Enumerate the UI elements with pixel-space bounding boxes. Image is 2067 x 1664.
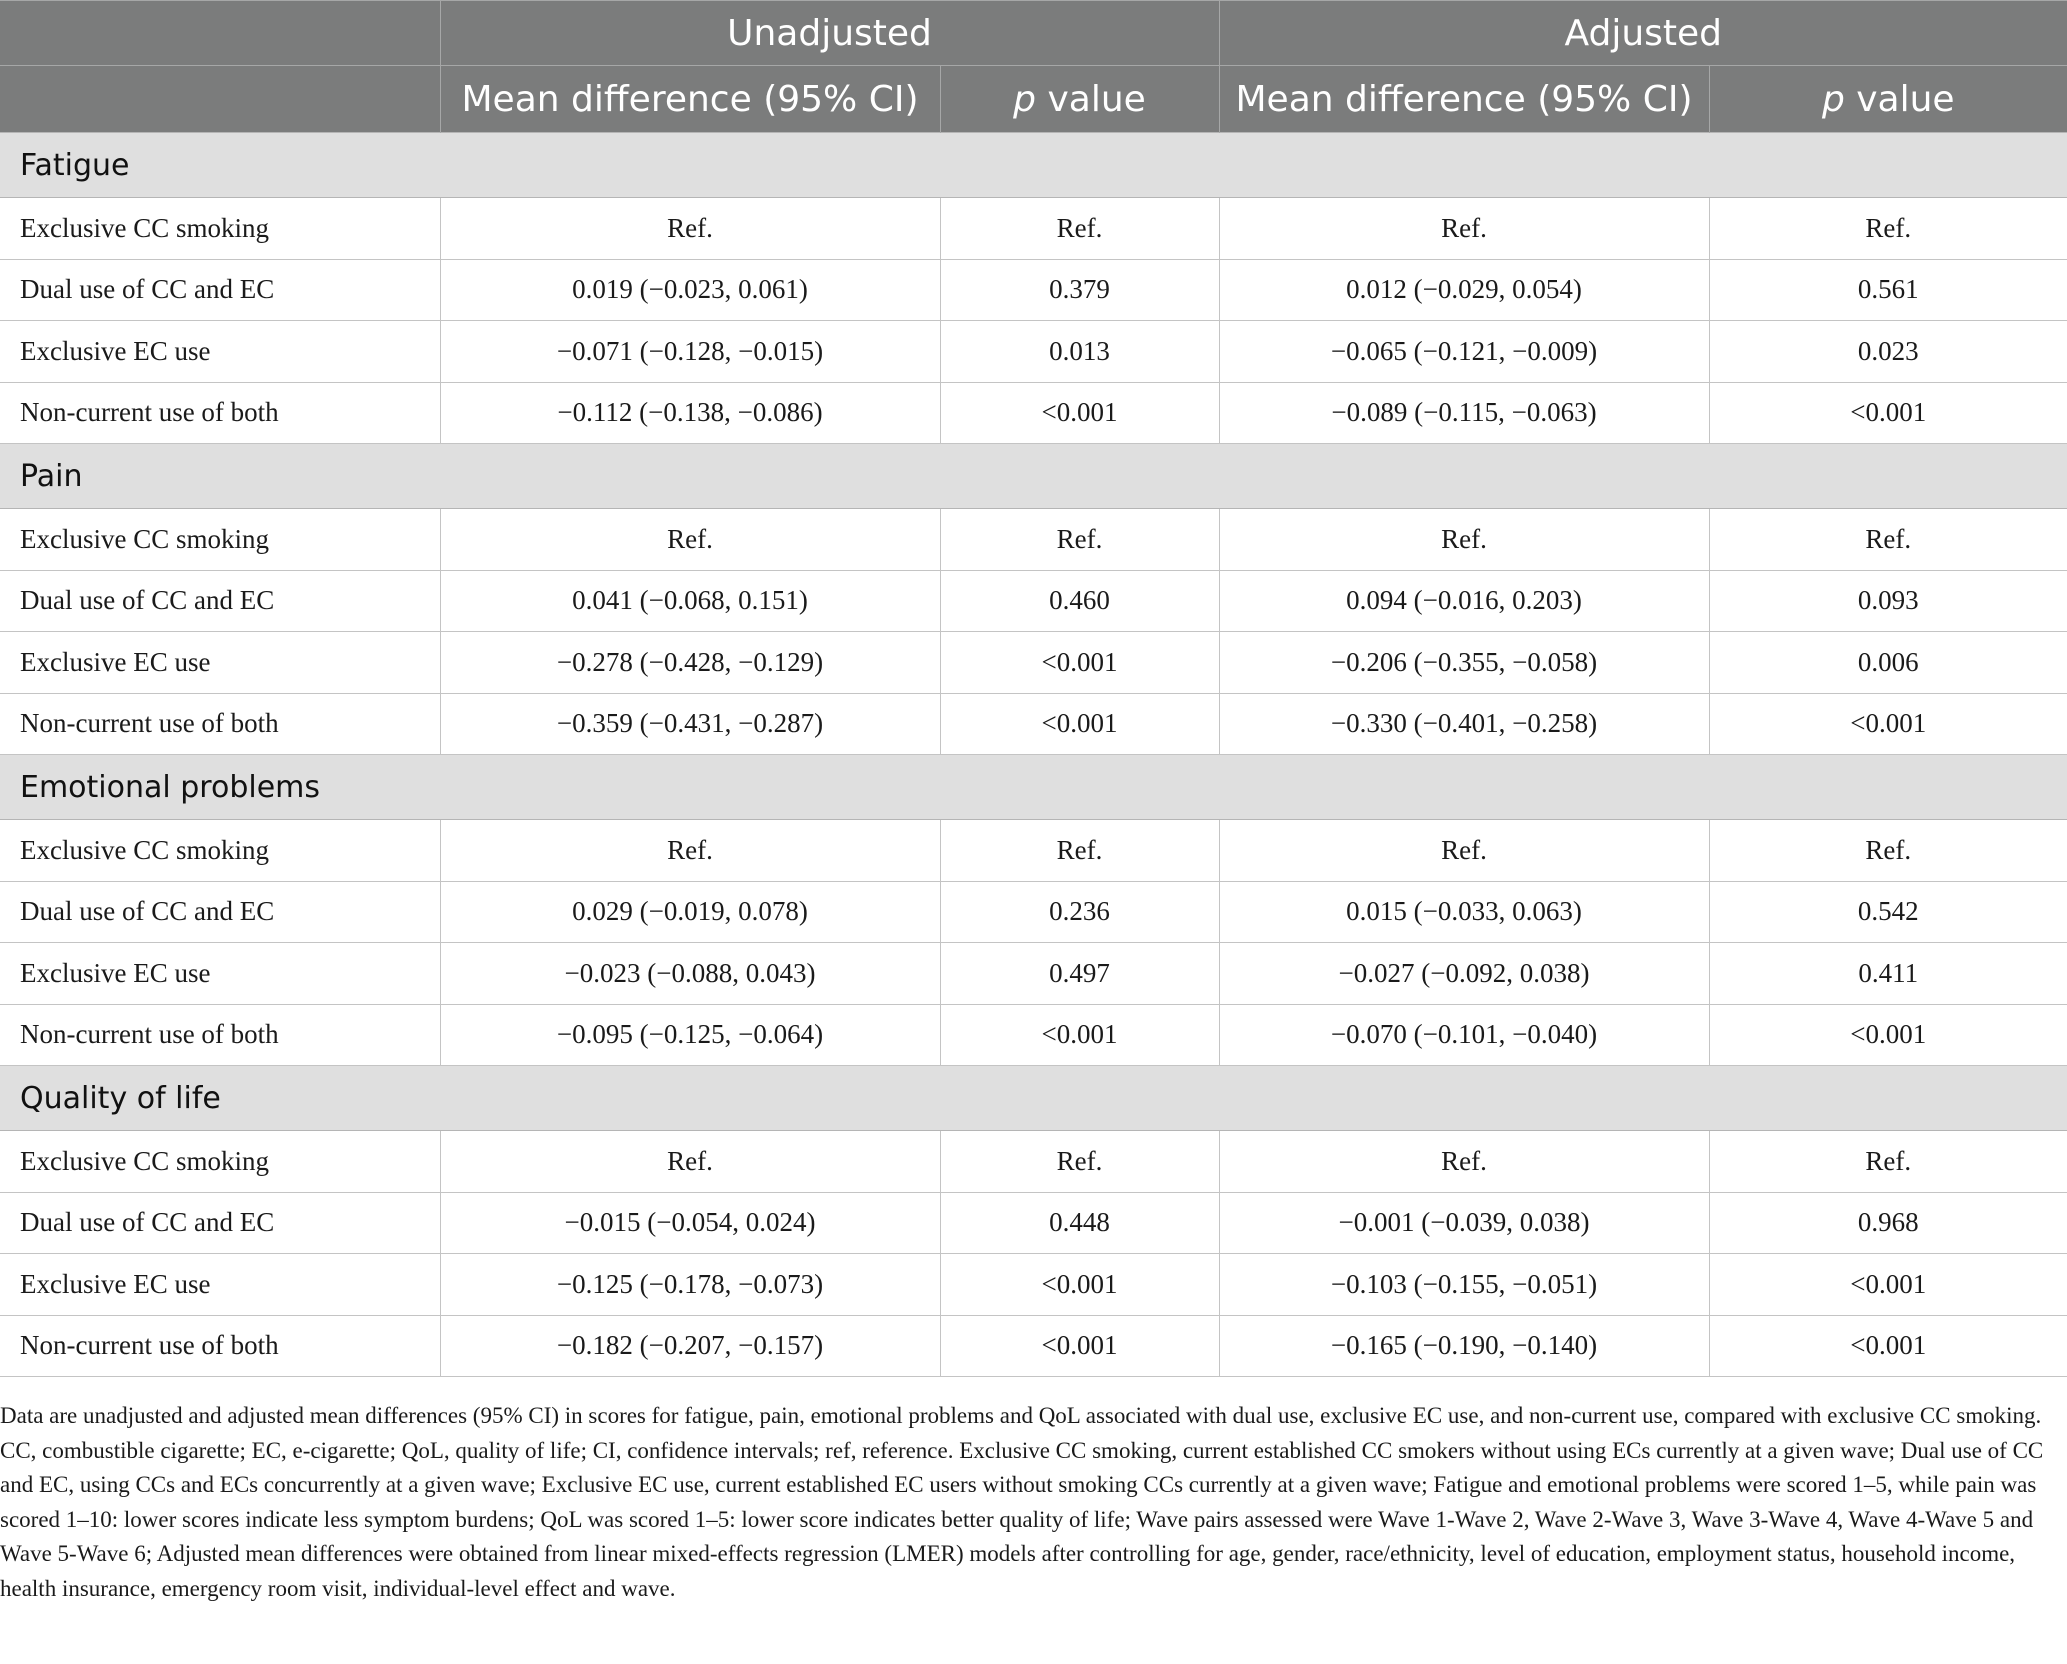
adjusted-mean-diff-cell: −0.027 (−0.092, 0.038) <box>1219 943 1709 1005</box>
adjusted-p-value-cell: <0.001 <box>1709 382 2067 444</box>
table-body <box>0 133 2067 1377</box>
section-header-row <box>0 444 2067 509</box>
adjusted-p-value-cell: 0.968 <box>1709 1192 2067 1254</box>
adjusted-p-value-cell: <0.001 <box>1709 1315 2067 1377</box>
table-row <box>0 259 2067 321</box>
row-label: Exclusive CC smoking <box>0 509 440 571</box>
adjusted-p-value-cell: <0.001 <box>1709 1004 2067 1066</box>
unadjusted-mean-diff-cell: −0.278 (−0.428, −0.129) <box>440 632 940 694</box>
row-label: Exclusive CC smoking <box>0 198 440 260</box>
adjusted-mean-diff-cell: 0.094 (−0.016, 0.203) <box>1219 570 1709 632</box>
header-adjusted: Adjusted <box>1219 1 2067 66</box>
adjusted-mean-diff-cell: −0.330 (−0.401, −0.258) <box>1219 693 1709 755</box>
header-unadjusted: Unadjusted <box>440 1 1219 66</box>
adjusted-mean-diff-cell: −0.001 (−0.039, 0.038) <box>1219 1192 1709 1254</box>
adjusted-p-value-cell: <0.001 <box>1709 1254 2067 1316</box>
adjusted-mean-diff-cell: −0.103 (−0.155, −0.051) <box>1219 1254 1709 1316</box>
unadjusted-mean-diff-cell: −0.359 (−0.431, −0.287) <box>440 693 940 755</box>
unadjusted-mean-diff-cell: Ref. <box>440 509 940 571</box>
unadjusted-mean-diff-cell: 0.041 (−0.068, 0.151) <box>440 570 940 632</box>
unadjusted-mean-diff-cell: −0.015 (−0.054, 0.024) <box>440 1192 940 1254</box>
header-adjusted-mean-diff: Mean difference (95% CI) <box>1219 66 1709 133</box>
section-header-row <box>0 755 2067 820</box>
adjusted-p-value-cell: 0.023 <box>1709 321 2067 383</box>
footnote-1: Data are unadjusted and adjusted mean differences (95% CI) in scores for fatigue, pain, emotional problems and QoL associated with dual use, exclusive EC use, and non-current use, compared with exclusive CC smoking. <box>0 1403 2042 1428</box>
row-label: Exclusive EC use <box>0 632 440 694</box>
unadjusted-mean-diff-cell: −0.095 (−0.125, −0.064) <box>440 1004 940 1066</box>
unadjusted-mean-diff-cell: −0.125 (−0.178, −0.073) <box>440 1254 940 1316</box>
adjusted-p-value-cell: Ref. <box>1709 820 2067 882</box>
adjusted-mean-diff-cell: 0.015 (−0.033, 0.063) <box>1219 881 1709 943</box>
unadjusted-mean-diff-cell: −0.023 (−0.088, 0.043) <box>440 943 940 1005</box>
table-row <box>0 632 2067 694</box>
adjusted-p-value-cell: <0.001 <box>1709 693 2067 755</box>
p-italic: p <box>1821 78 1845 120</box>
table-row <box>0 1254 2067 1316</box>
unadjusted-mean-diff-cell: −0.182 (−0.207, −0.157) <box>440 1315 940 1377</box>
table-row <box>0 1315 2067 1377</box>
table-row <box>0 321 2067 383</box>
unadjusted-p-value-cell: <0.001 <box>940 693 1219 755</box>
header-blank <box>0 1 440 66</box>
unadjusted-p-value-cell: <0.001 <box>940 1254 1219 1316</box>
adjusted-mean-diff-cell: 0.012 (−0.029, 0.054) <box>1219 259 1709 321</box>
unadjusted-mean-diff-cell: 0.019 (−0.023, 0.061) <box>440 259 940 321</box>
table-row <box>0 509 2067 571</box>
section-title: Fatigue <box>0 133 2067 198</box>
table-footnotes <box>0 1399 2060 1606</box>
adjusted-mean-diff-cell: −0.065 (−0.121, −0.009) <box>1219 321 1709 383</box>
section-header-row <box>0 133 2067 198</box>
row-label: Exclusive CC smoking <box>0 1131 440 1193</box>
section-title: Emotional problems <box>0 755 2067 820</box>
table-row <box>0 570 2067 632</box>
unadjusted-p-value-cell: 0.236 <box>940 881 1219 943</box>
adjusted-mean-diff-cell: Ref. <box>1219 820 1709 882</box>
unadjusted-p-value-cell: 0.379 <box>940 259 1219 321</box>
p-italic: p <box>1013 78 1037 120</box>
unadjusted-mean-diff-cell: Ref. <box>440 198 940 260</box>
row-label: Exclusive EC use <box>0 321 440 383</box>
table-row <box>0 1004 2067 1066</box>
unadjusted-p-value-cell: <0.001 <box>940 632 1219 694</box>
adjusted-mean-diff-cell: −0.206 (−0.355, −0.058) <box>1219 632 1709 694</box>
adjusted-mean-diff-cell: −0.089 (−0.115, −0.063) <box>1219 382 1709 444</box>
unadjusted-p-value-cell: <0.001 <box>940 1004 1219 1066</box>
table-row <box>0 198 2067 260</box>
row-label: Non-current use of both <box>0 382 440 444</box>
table-row <box>0 382 2067 444</box>
unadjusted-p-value-cell: Ref. <box>940 509 1219 571</box>
row-label: Exclusive CC smoking <box>0 820 440 882</box>
unadjusted-p-value-cell: 0.013 <box>940 321 1219 383</box>
table-row <box>0 820 2067 882</box>
adjusted-p-value-cell: 0.542 <box>1709 881 2067 943</box>
unadjusted-p-value-cell: 0.460 <box>940 570 1219 632</box>
header-blank-2 <box>0 66 440 133</box>
adjusted-p-value-cell: 0.006 <box>1709 632 2067 694</box>
adjusted-p-value-cell: 0.561 <box>1709 259 2067 321</box>
header-unadjusted-p-value <box>940 66 1219 133</box>
unadjusted-p-value-cell: <0.001 <box>940 1315 1219 1377</box>
unadjusted-mean-diff-cell: −0.112 (−0.138, −0.086) <box>440 382 940 444</box>
row-label: Exclusive EC use <box>0 1254 440 1316</box>
adjusted-mean-diff-cell: −0.070 (−0.101, −0.040) <box>1219 1004 1709 1066</box>
header-unadjusted-mean-diff: Mean difference (95% CI) <box>440 66 940 133</box>
header-adjusted-p-value <box>1709 66 2067 133</box>
unadjusted-mean-diff-cell: −0.071 (−0.128, −0.015) <box>440 321 940 383</box>
p-rest: value <box>1036 78 1146 120</box>
adjusted-p-value-cell: 0.411 <box>1709 943 2067 1005</box>
unadjusted-p-value-cell: Ref. <box>940 1131 1219 1193</box>
table-row <box>0 693 2067 755</box>
row-label: Dual use of CC and EC <box>0 259 440 321</box>
row-label: Dual use of CC and EC <box>0 881 440 943</box>
row-label: Dual use of CC and EC <box>0 570 440 632</box>
header-row-groups <box>0 1 2067 66</box>
header-row-columns <box>0 66 2067 133</box>
unadjusted-mean-diff-cell: Ref. <box>440 820 940 882</box>
adjusted-p-value-cell: Ref. <box>1709 1131 2067 1193</box>
p-rest: value <box>1844 78 1955 120</box>
section-title: Quality of life <box>0 1066 2067 1131</box>
row-label: Exclusive EC use <box>0 943 440 1005</box>
footnote-2: CC, combustible cigarette; EC, e-cigarette; QoL, quality of life; CI, confidence intervals; ref, reference. Exclusive CC smoking, current established CC smokers without using ECs currently at a given wave; Dual use of CC and EC, using CCs and ECs concurrently at a given wave; Exclusive EC use, current established EC users without smoking CCs currently at a given wave; Fatigue and emotional problems were scored 1–5, while pain was scored 1–10: lower scores indicate less symptom burdens; QoL was scored 1–5: lower score indicates better quality of life; Wave pairs assessed were Wave 1-Wave 2, Wave 2-Wave 3, Wave 3-Wave 4, Wave 4-Wave 5 and Wave 5-Wave 6; Adjusted mean differences were obtained from linear mixed-effects regression (LMER) models after controlling for age, gender, race/ethnicity, level of education, employment status, household income, health insurance, emergency room visit, individual-level effect and wave. <box>0 1437 2044 1601</box>
table-row <box>0 1131 2067 1193</box>
adjusted-mean-diff-cell: Ref. <box>1219 1131 1709 1193</box>
adjusted-p-value-cell: 0.093 <box>1709 570 2067 632</box>
row-label: Non-current use of both <box>0 693 440 755</box>
unadjusted-mean-diff-cell: Ref. <box>440 1131 940 1193</box>
row-label: Non-current use of both <box>0 1004 440 1066</box>
table-row <box>0 1192 2067 1254</box>
adjusted-mean-diff-cell: −0.165 (−0.190, −0.140) <box>1219 1315 1709 1377</box>
unadjusted-mean-diff-cell: 0.029 (−0.019, 0.078) <box>440 881 940 943</box>
unadjusted-p-value-cell: <0.001 <box>940 382 1219 444</box>
adjusted-p-value-cell: Ref. <box>1709 198 2067 260</box>
section-title: Pain <box>0 444 2067 509</box>
adjusted-mean-diff-cell: Ref. <box>1219 198 1709 260</box>
row-label: Dual use of CC and EC <box>0 1192 440 1254</box>
section-header-row <box>0 1066 2067 1131</box>
unadjusted-p-value-cell: Ref. <box>940 820 1219 882</box>
adjusted-mean-diff-cell: Ref. <box>1219 509 1709 571</box>
row-label: Non-current use of both <box>0 1315 440 1377</box>
adjusted-p-value-cell: Ref. <box>1709 509 2067 571</box>
table-row <box>0 881 2067 943</box>
unadjusted-p-value-cell: 0.448 <box>940 1192 1219 1254</box>
unadjusted-p-value-cell: 0.497 <box>940 943 1219 1005</box>
unadjusted-p-value-cell: Ref. <box>940 198 1219 260</box>
table-row <box>0 943 2067 1005</box>
